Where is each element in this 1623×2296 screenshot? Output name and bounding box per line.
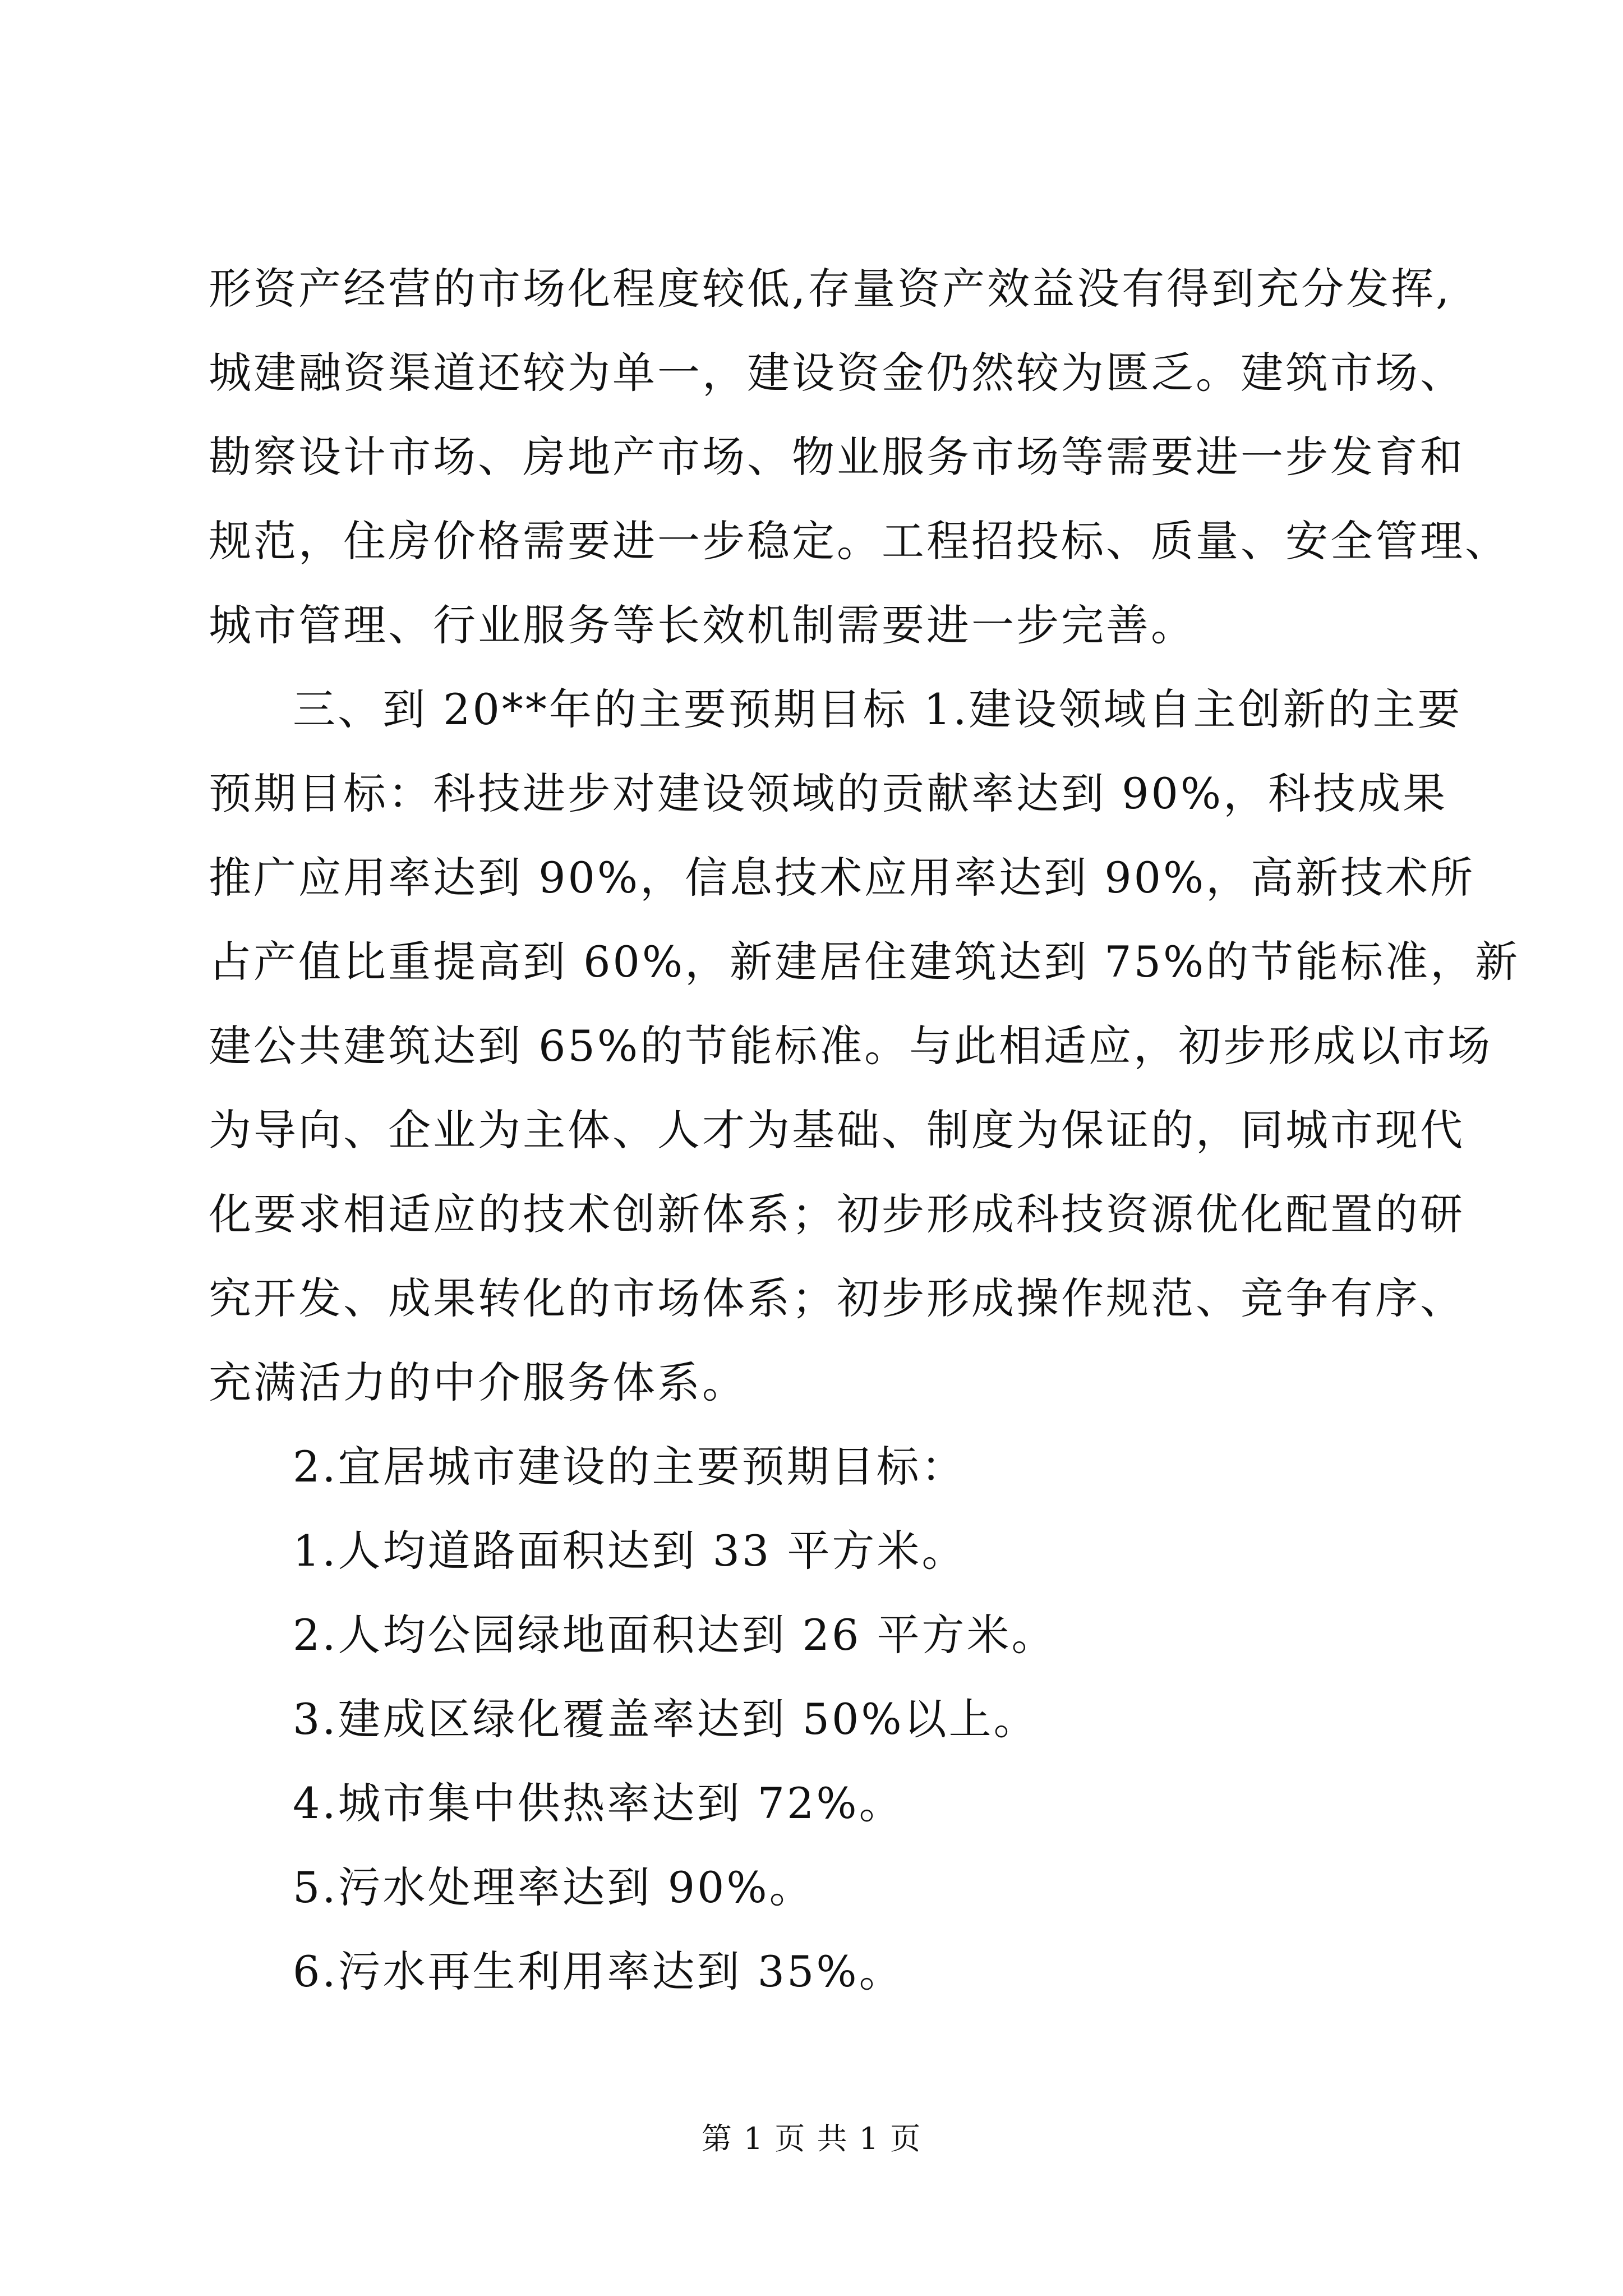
text-line: 规范，住房价格需要进一步稳定。工程招投标、质量、安全管理、 xyxy=(209,516,1510,566)
goal-list xyxy=(209,1509,1454,2014)
text-line: 城市管理、行业服务等长效机制需要进一步完善。 xyxy=(209,600,1196,650)
list-item: 1.人均道路面积达到 33 平方米。 xyxy=(293,1526,967,1576)
text-line: 三、到 20**年的主要预期目标 1.建设领域自主创新的主要 xyxy=(293,684,1463,734)
text-line: 建公共建筑达到 65%的节能标准。与此相适应，初步形成以市场 xyxy=(209,1021,1493,1071)
list-item: 6.污水再生利用率达到 35%。 xyxy=(293,1947,904,1996)
text-line: 城建融资渠道还较为单一，建设资金仍然较为匮乏。建筑市场、 xyxy=(209,348,1465,398)
text-line: 预期目标：科技进步对建设领域的贡献率达到 90%，科技成果 xyxy=(209,769,1448,818)
text-line: 为导向、企业为主体、人才为基础、制度为保证的，同城市现代 xyxy=(209,1105,1465,1155)
text-line: 勘察设计市场、房地产市场、物业服务市场等需要进一步发育和 xyxy=(209,432,1465,482)
list-item: 4.城市集中供热率达到 72%。 xyxy=(293,1778,904,1828)
text-line: 推广应用率达到 90%，信息技术应用率达到 90%，高新技术所 xyxy=(209,853,1476,903)
text-line: 形资产经营的市场化程度较低,存量资产效益没有得到充分发挥, xyxy=(209,264,1452,314)
paragraph-1 xyxy=(209,247,1510,668)
paragraph-2 xyxy=(209,668,1520,1425)
text-line: 究开发、成果转化的市场体系；初步形成操作规范、竞争有序、 xyxy=(209,1273,1465,1323)
text-line: 占产值比重提高到 60%，新建居住建筑达到 75%的节能标准，新 xyxy=(209,937,1520,987)
page-footer: 第 1 页 共 1 页 xyxy=(701,2121,922,2156)
text-line: 化要求相适应的技术创新体系；初步形成科技资源优化配置的研 xyxy=(209,1189,1465,1239)
list-item: 5.污水处理率达到 90%。 xyxy=(293,1862,814,1912)
section-heading: 2.宜居城市建设的主要预期目标： xyxy=(293,1442,966,1492)
list-item: 2.人均公园绿地面积达到 26 平方米。 xyxy=(293,1610,1057,1660)
list-item: 3.建成区绿化覆盖率达到 50%以上。 xyxy=(293,1694,1039,1744)
text-line: 充满活力的中介服务体系。 xyxy=(209,1358,747,1407)
document-body xyxy=(209,247,1520,2014)
